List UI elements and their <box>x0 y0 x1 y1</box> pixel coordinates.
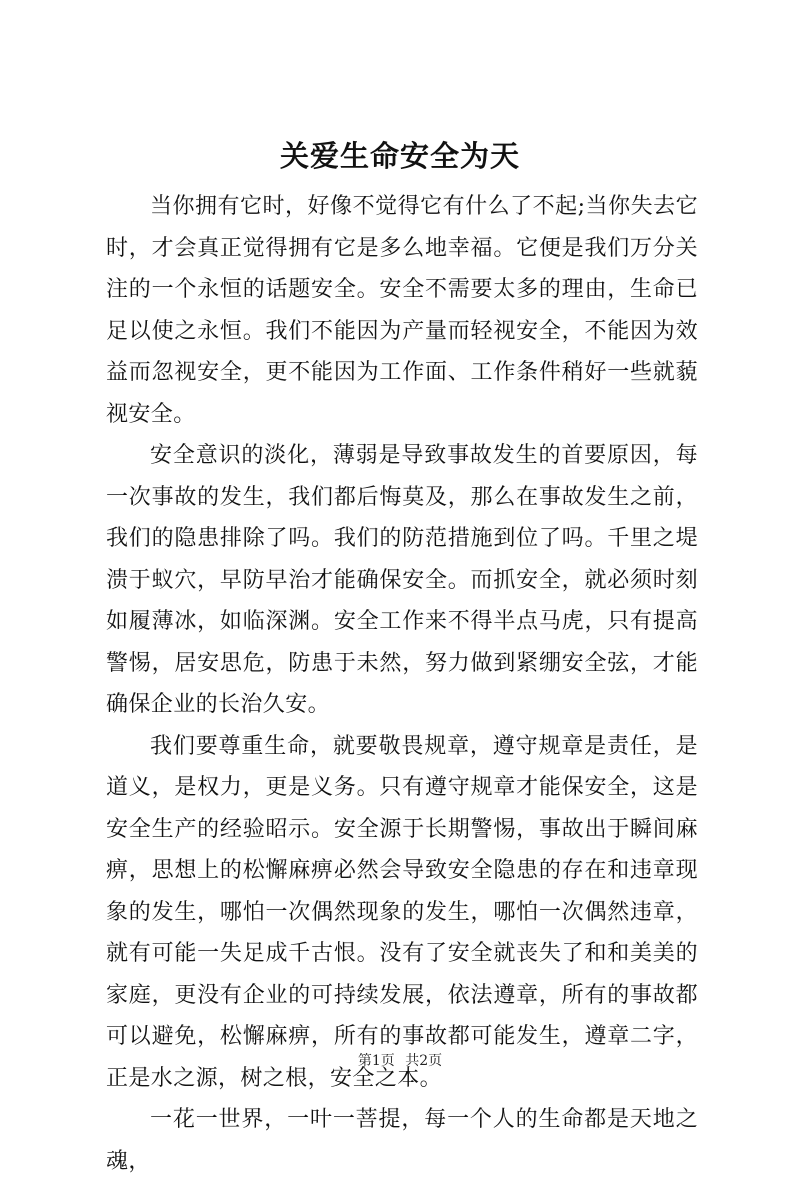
page-total: 共2页 <box>405 1053 443 1069</box>
paragraph-2: 安全意识的淡化，薄弱是导致事故发生的首要原因，每一次事故的发生，我们都后悔莫及，那么在事故发生之前，我们的隐患排除了吗。我们的防范措施到位了吗。千里之堤溃于蚁穴，早防早治才能确保安全。而抓安全，就必须时刻如履薄冰，如临深渊。安全工作来不得半点马虎，只有提高警惕，居安思危，防患于未然，努力做到紧绷安全弦，才能确保企业的长治久安。 <box>106 443 698 717</box>
page-number: 第1页 <box>357 1053 395 1069</box>
paragraph-3: 我们要尊重生命，就要敬畏规章，遵守规章是责任，是道义，是权力，更是义务。只有遵守规章才能保安全，这是安全生产的经验昭示。安全源于长期警惕，事故出于瞬间麻痹，思想上的松懈麻痹必然会导致安全隐患的存在和违章现象的发生，哪怕一次偶然现象的发生，哪怕一次偶然违章，就有可能一失足成千古恨。没有了安全就丧失了和和美美的家庭，更没有企业的可持续发展，依法遵章，所有的事故都可以避免，松懈麻痹，所有的事故都可能发生，遵章二字，正是水之源，树之根，安全之本。 <box>106 733 698 1091</box>
paragraph-4: 一花一世界，一叶一菩提，每一个人的生命都是天地之魂， <box>106 1107 698 1174</box>
paragraph-1: 当你拥有它时，好像不觉得它有什么了不起;当你失去它时，才会真正觉得拥有它是多么地幸福。它便是我们万分关注的一个永恒的话题安全。安全不需要太多的理由，生命已足以使之永恒。我们不能因为产量而轻视安全，不能因为效益而忽视安全，更不能因为工作面、工作条件稍好一些就藐视安全。 <box>106 194 698 427</box>
page-footer <box>0 1051 800 1071</box>
document-body <box>106 186 698 1182</box>
document-title: 关爱生命安全为天 <box>279 139 520 173</box>
